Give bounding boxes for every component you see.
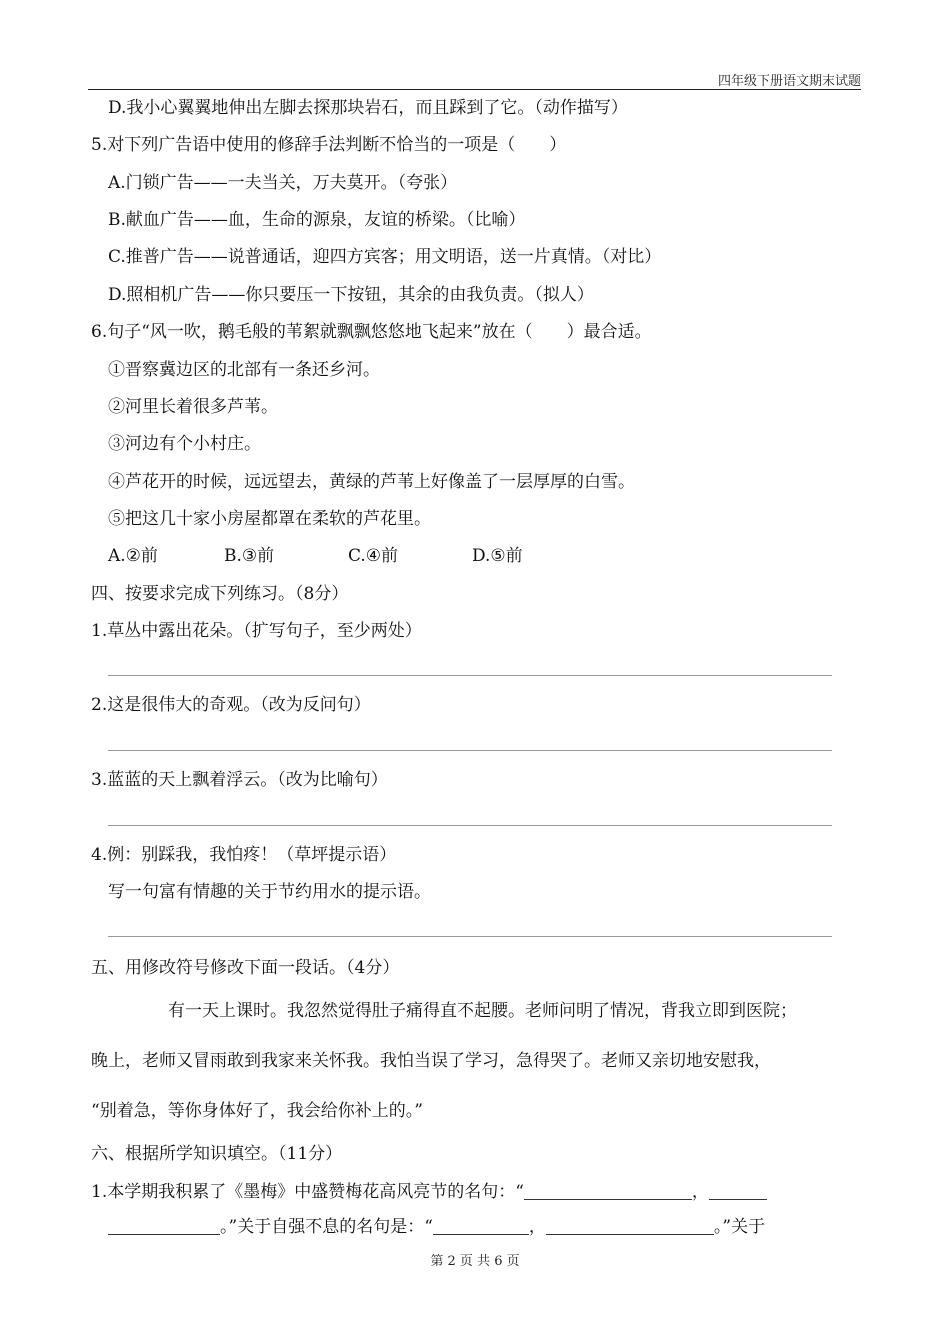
blank-1[interactable] <box>524 1183 692 1200</box>
page-header-title: 四年级下册语文期末试题 <box>717 74 861 89</box>
q6-sentence-3: ③河边有个小村庄。 <box>108 434 261 454</box>
q4-option-d: D.我小心翼翼地伸出左脚去探那块岩石，而且踩到了它。（动作描写） <box>108 98 628 118</box>
q6-option-b: B.③前 <box>224 546 275 566</box>
s6-q1-comma-1: ， <box>691 1182 709 1202</box>
paragraph-line-3: “别着急，等你身体好了，我会给你补上的。” <box>91 1101 423 1121</box>
s6-q1-text-a: 1.本学期我积累了《墨梅》中盛赞梅花高风亮节的名句：“ <box>91 1182 524 1202</box>
paragraph-line-1: 有一天上课时。我忽然觉得肚子痛得直不起腰。老师问明了情况，背我立即到医院； <box>168 1001 797 1021</box>
q6-sentence-1: ①晋察冀边区的北部有一条还乡河。 <box>108 360 380 380</box>
q6-sentence-5: ⑤把这几十家小房屋都罩在柔软的芦花里。 <box>108 509 431 529</box>
header-divider <box>88 89 861 90</box>
s4-question-1: 1.草丛中露出花朵。（扩写句子，至少两处） <box>91 621 422 641</box>
s4-question-4: 4.例：别踩我，我怕疼！（草坪提示语） <box>91 845 397 865</box>
blank-3[interactable] <box>433 1218 529 1235</box>
section-6-heading: 六、根据所学知识填空。（11分） <box>91 1144 343 1164</box>
s4-question-2: 2.这是很伟大的奇观。（改为反问句） <box>91 695 371 715</box>
q6-option-d: D.⑤前 <box>472 546 523 566</box>
section-4-heading: 四、按要求完成下列练习。（8分） <box>91 584 349 604</box>
answer-line-3[interactable] <box>108 825 832 826</box>
q5-option-d: D.照相机广告——你只要压一下按钮，其余的由我负责。（拟人） <box>108 285 594 305</box>
paragraph-line-2: 晚上，老师又冒雨敢到我家来关怀我。我怕当误了学习，急得哭了。老师又亲切地安慰我， <box>91 1051 771 1071</box>
q5-option-c: C.推普广告——说普通话，迎四方宾客；用文明语，送一片真情。（对比） <box>108 247 662 267</box>
question-6: 6.句子“风一吹，鹅毛般的苇絮就飘飘悠悠地飞起来”放在（ ）最合适。 <box>91 322 652 342</box>
q6-options <box>108 545 523 567</box>
blank-4[interactable] <box>546 1218 714 1235</box>
s6-q1-text-b: 。”关于自强不息的名句是：“ <box>220 1217 433 1237</box>
answer-line-4[interactable] <box>108 936 832 937</box>
q6-option-a: A.②前 <box>108 546 158 566</box>
s6-question-1-cont <box>108 1216 765 1238</box>
q6-option-c: C.④前 <box>348 546 399 566</box>
s6-q1-text-c: 。”关于 <box>713 1217 766 1237</box>
q6-sentence-2: ②河里长着很多芦苇。 <box>108 397 278 417</box>
blank-2b[interactable] <box>108 1218 220 1235</box>
answer-line-1[interactable] <box>108 675 832 676</box>
q5-option-b: B.献血广告——血，生命的源泉，友谊的桥梁。（比喻） <box>108 210 526 230</box>
blank-2a[interactable] <box>709 1183 767 1200</box>
s6-q1-comma-2: ， <box>528 1217 546 1237</box>
s4-question-4-prompt: 写一句富有情趣的关于节约用水的提示语。 <box>108 882 431 902</box>
section-5-heading: 五、用修改符号修改下面一段话。（4分） <box>91 958 400 978</box>
s6-question-1 <box>91 1181 767 1203</box>
q6-sentence-4: ④芦花开的时候，远远望去，黄绿的芦苇上好像盖了一层厚厚的白雪。 <box>108 472 635 492</box>
q5-option-a: A.门锁广告——一夫当关，万夫莫开。（夸张） <box>108 173 458 193</box>
page-footer: 第 2 页 共 6 页 <box>430 1254 520 1269</box>
question-5: 5.对下列广告语中使用的修辞手法判断不恰当的一项是（ ） <box>91 135 567 155</box>
answer-line-2[interactable] <box>108 750 832 751</box>
s4-question-3: 3.蓝蓝的天上飘着浮云。（改为比喻句） <box>91 770 388 790</box>
